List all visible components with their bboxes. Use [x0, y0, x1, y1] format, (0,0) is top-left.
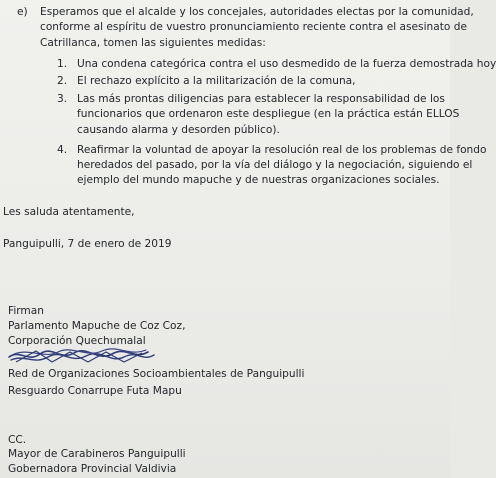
item-text-line-2: conforme al espíritu de vuestro pronunciamiento reciente contra el asesinato de [40, 21, 467, 33]
measure-3-line-3: causando alarma y desorden público). [77, 124, 280, 136]
measure-1-number: 1. [57, 58, 68, 70]
measure-4-line-1: Reafirmar la voluntad de apoyar la resolución real de los problemas de fondo [77, 144, 487, 156]
item-marker: e) [17, 6, 28, 18]
measure-4-line-2: heredados del pasado, por la vía del diálogo y la negociación, siguiendo el [77, 159, 473, 171]
measure-4-number: 4. [57, 144, 68, 156]
measure-1-line-1: Una condena categórica contra el uso desmedido de la fuerza demostrada hoy [77, 58, 496, 70]
cc-recipient-1: Mayor de Carabineros Panguipulli [8, 448, 186, 460]
closing-salutation: Les saluda atentamente, [3, 206, 135, 218]
signer-1: Parlamento Mapuche de Coz Coz, [8, 320, 186, 332]
measure-4-line-3: ejemplo del mundo mapuche y de nuestras organizaciones sociales. [77, 174, 440, 186]
measure-3-line-2: funcionarios que ordenaron este despliegue (en la práctica están ELLOS [77, 108, 460, 120]
place-and-date: Panguipulli, 7 de enero de 2019 [3, 238, 172, 250]
signer-4: Resguardo Conarrupe Futa Mapu [8, 385, 182, 397]
signer-3: Red de Organizaciones Socioambientales de Panguipulli [8, 368, 305, 380]
cc-heading: CC. [8, 434, 27, 446]
signers-heading: Firman [8, 305, 44, 317]
signer-2: Corporación Quechumalal [8, 335, 146, 347]
measure-3-line-1: Las más prontas diligencias para establecer la responsabilidad de los [77, 93, 445, 105]
scribble-strikeout [6, 345, 158, 367]
measure-2-number: 2. [57, 75, 68, 87]
item-text-line-1: Esperamos que el alcalde y los concejales, autoridades electas por la comunidad, [40, 6, 474, 18]
cc-recipient-2: Gobernadora Provincial Valdivia [8, 463, 177, 475]
measure-2-line-1: El rechazo explícito a la militarización de la comuna, [77, 75, 356, 87]
item-text-line-3: Catrillanca, tomen las siguientes medidas: [40, 37, 266, 49]
measure-3-number: 3. [57, 93, 68, 105]
